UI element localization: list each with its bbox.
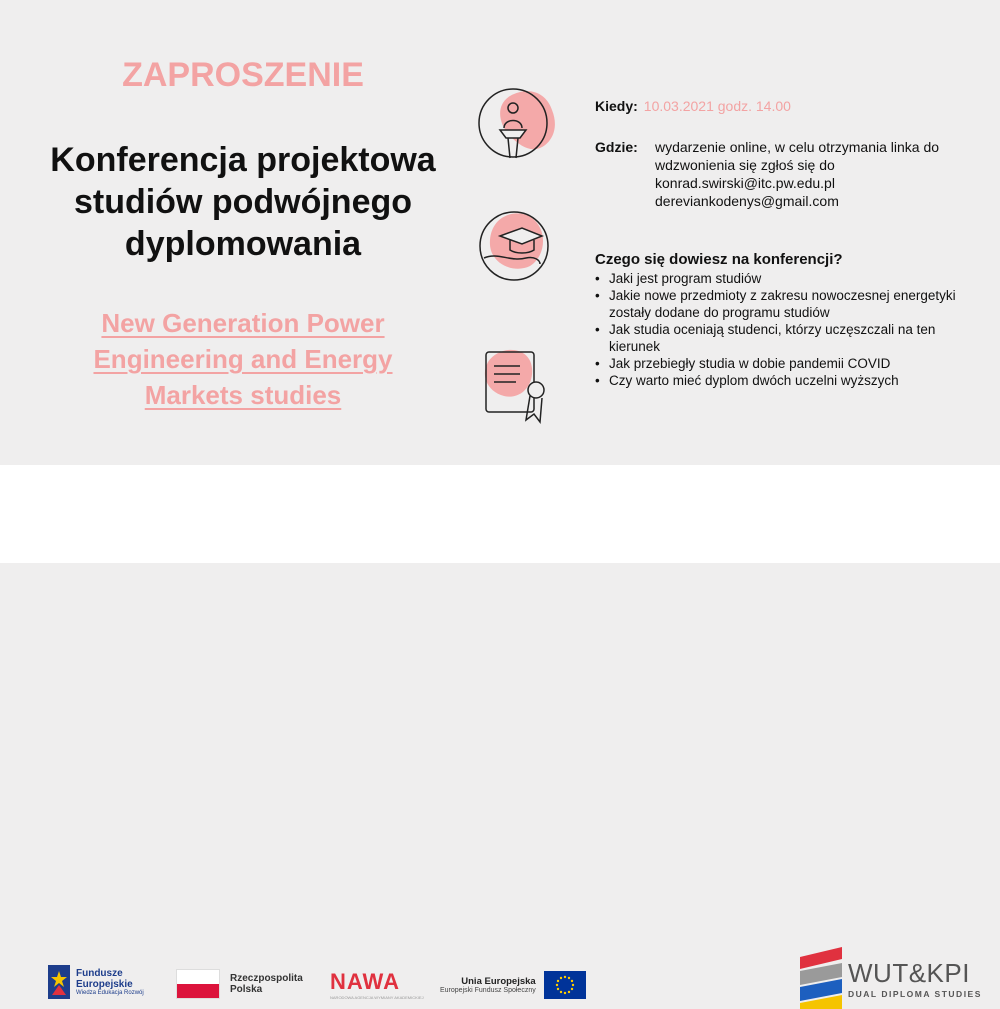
lectern-speaker-icon bbox=[470, 78, 560, 168]
agenda-item: • Jaki jest program studiów bbox=[595, 270, 985, 287]
program-link-line[interactable]: Markets studies bbox=[144, 380, 342, 410]
conference-title-line: studiów podwójnego bbox=[73, 183, 413, 221]
fundusze-europejskie-logo bbox=[48, 965, 144, 999]
eu-flag-icon bbox=[544, 971, 586, 999]
event-date bbox=[595, 98, 791, 114]
program-link-line[interactable]: New Generation Power bbox=[101, 308, 385, 338]
agenda bbox=[595, 251, 985, 389]
agenda-item: • Jakie nowe przedmioty z zakresu nowoczesnej energetyki zostały dodane do programu studiów bbox=[595, 287, 985, 321]
date-value: 10.03.2021 godz. 14.00 bbox=[643, 98, 791, 114]
polish-flag-icon bbox=[176, 969, 220, 999]
fundusze-subtext: Wiedza Edukacja Rozwój bbox=[76, 990, 144, 996]
rp-text: Polska bbox=[230, 984, 263, 995]
rzeczpospolita-logo bbox=[176, 969, 303, 999]
ue-subtext: Europejski Fundusz Społeczny bbox=[440, 987, 536, 994]
agenda-item: • Jak studia oceniają studenci, którzy uczęszczali na ten kierunek bbox=[595, 321, 985, 355]
wut-kpi-logo bbox=[800, 947, 982, 1009]
logo-footer bbox=[0, 465, 1000, 1000]
location-line: wdzwonienia się zgłoś się do bbox=[655, 157, 835, 173]
graduation-cap-icon bbox=[470, 200, 560, 290]
location-label: Gdzie: bbox=[595, 139, 638, 155]
location-line: wydarzenie online, w celu otrzymania linka do bbox=[655, 139, 940, 155]
program-link[interactable] bbox=[20, 305, 466, 413]
conference-title-line: Konferencja projektowa bbox=[50, 141, 436, 179]
diploma-certificate-icon bbox=[470, 340, 560, 430]
wut-kpi-mark-icon bbox=[800, 947, 842, 1009]
left-column bbox=[20, 50, 466, 413]
fundusze-star-icon bbox=[48, 965, 70, 999]
event-location bbox=[595, 138, 975, 210]
wut-kpi-text: WUT&KPI bbox=[848, 957, 970, 988]
ue-text: Unia Europejska bbox=[461, 976, 536, 987]
conference-title bbox=[20, 139, 466, 265]
fundusze-text: Europejskie bbox=[76, 979, 133, 990]
agenda-list bbox=[595, 270, 985, 389]
nawa-logo bbox=[330, 969, 424, 1000]
wut-kpi-subtext: DUAL DIPLOMA STUDIES bbox=[848, 988, 982, 999]
contact-email[interactable]: konrad.swirski@itc.pw.edu.pl bbox=[655, 175, 835, 191]
fundusze-text: Fundusze bbox=[76, 968, 123, 979]
slide bbox=[0, 0, 1000, 465]
nawa-subtext: NARODOWA AGENCJA WYMIANY AKADEMICKIEJ bbox=[330, 995, 424, 1000]
date-label: Kiedy: bbox=[595, 98, 638, 114]
agenda-item: • Jak przebiegły studia w dobie pandemii COVID bbox=[595, 355, 985, 372]
contact-email[interactable]: dereviankodenys@gmail.com bbox=[655, 193, 839, 209]
invitation-heading: ZAPROSZENIE bbox=[122, 56, 364, 94]
unia-europejska-logo bbox=[440, 971, 586, 999]
program-link-line[interactable]: Engineering and Energy bbox=[93, 344, 393, 374]
agenda-heading: Czego się dowiesz na konferencji? bbox=[595, 251, 843, 268]
rp-text: Rzeczpospolita bbox=[230, 973, 303, 984]
conference-title-line: dyplomowania bbox=[124, 225, 362, 263]
agenda-item: • Czy warto mieć dyplom dwóch uczelni wyższych bbox=[595, 372, 985, 389]
nawa-text: NAWA bbox=[330, 969, 400, 994]
